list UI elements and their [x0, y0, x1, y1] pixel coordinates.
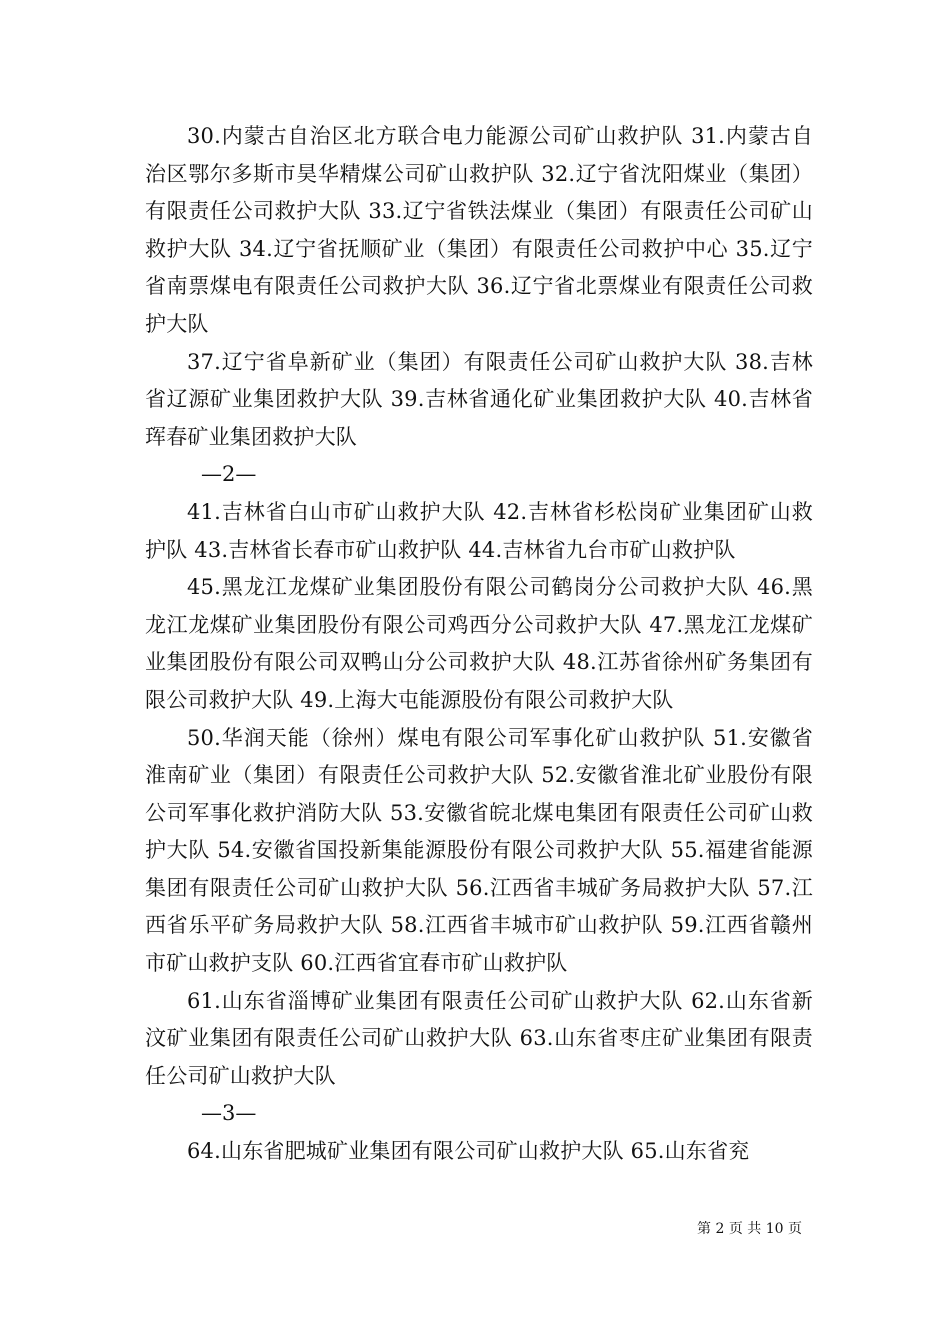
paragraph-64-65: 64.山东省肥城矿业集团有限公司矿山救护大队 65.山东省兖 — [187, 1139, 750, 1164]
document-body — [145, 118, 813, 1171]
paragraph-50-60: 50.华润天能（徐州）煤电有限公司军事化矿山救护队 51.安徽省淮南矿业（集团）有限责任公司救护大队 52.安徽省淮北矿业股份有限公司军事化救护消防大队 53.安徽省皖北煤电集团有限责任公司矿山救护大队 54.安徽省国投新集能源股份有限公司救护大队 55.福建省能源集团有限责任公司矿山救护大队 56.江西省丰城矿务局救护大队 57.江西省乐平矿务局救护大队 58.江西省丰城市矿山救护队 59.江西省赣州市矿山救护支队 60.江西省宜春市矿山救护队 — [145, 725, 813, 976]
page-marker-2: —2— — [201, 462, 257, 487]
paragraph-30-36: 30.内蒙古自治区北方联合电力能源公司矿山救护队 31.内蒙古自治区鄂尔多斯市昊华精煤公司矿山救护队 32.辽宁省沈阳煤业（集团）有限责任公司救护大队 33.辽宁省铁法煤业（集团）有限责任公司矿山救护大队 34.辽宁省抚顺矿业（集团）有限责任公司救护中心 35.辽宁省南票煤电有限责任公司救护大队 36.辽宁省北票煤业有限责任公司救护大队 — [145, 124, 813, 336]
paragraph-45-49: 45.黑龙江龙煤矿业集团股份有限公司鹤岗分公司救护大队 46.黑龙江龙煤矿业集团股份有限公司鸡西分公司救护大队 47.黑龙江龙煤矿业集团股份有限公司双鸭山分公司救护大队 48.江苏省徐州矿务集团有限公司救护大队 49.上海大屯能源股份有限公司救护大队 — [145, 575, 813, 712]
paragraph-61-63: 61.山东省淄博矿业集团有限责任公司矿山救护大队 62.山东省新汶矿业集团有限责任公司矿山救护大队 63.山东省枣庄矿业集团有限责任公司矿山救护大队 — [145, 988, 813, 1088]
page-number-footer: 第 2 页 共 10 页 — [697, 1221, 802, 1237]
paragraph-41-44: 41.吉林省白山市矿山救护大队 42.吉林省杉松岗矿业集团矿山救护队 43.吉林省长春市矿山救护队 44.吉林省九台市矿山救护队 — [145, 499, 813, 562]
paragraph-37-40: 37.辽宁省阜新矿业（集团）有限责任公司矿山救护大队 38.吉林省辽源矿业集团救护大队 39.吉林省通化矿业集团救护大队 40.吉林省珲春矿业集团救护大队 — [145, 349, 813, 449]
page-marker-3: —3— — [201, 1101, 257, 1126]
